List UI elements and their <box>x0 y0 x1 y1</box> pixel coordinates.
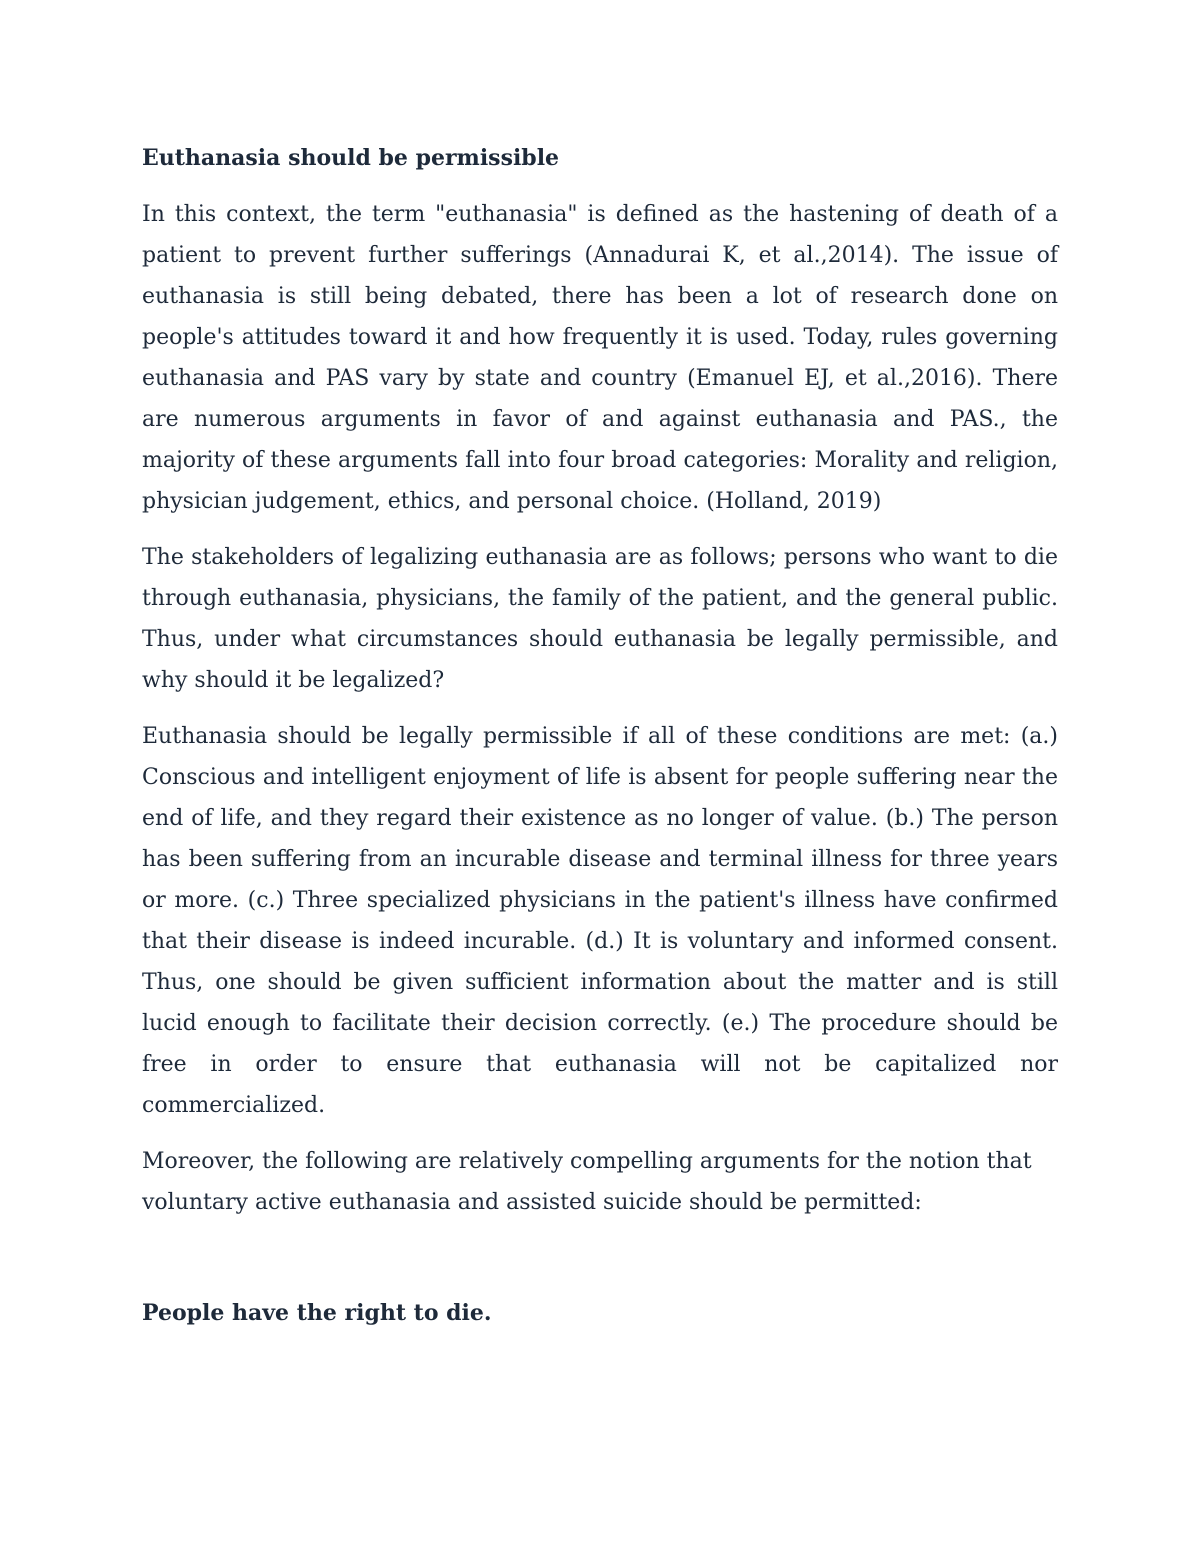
document-title: Euthanasia should be permissible <box>142 145 560 171</box>
paragraph-arguments-intro: Moreover, the following are relatively compelling arguments for the notion that voluntary active euthanasia and assisted suicide should be permitted: <box>142 1149 1032 1215</box>
section-heading-right-to-die: People have the right to die. <box>142 1300 492 1326</box>
document-body <box>142 138 1058 1334</box>
paragraph-definition: In this context, the term "euthanasia" is defined as the hastening of death of a patient to prevent further sufferings (Annadurai K, et al.,2014). The issue of euthanasia is still being debated, there has been a lot of research done on people's attitudes toward it and how frequently it is used. Today, rules governing euthanasia and PAS vary by state and country (Emanuel EJ, et al.,2016). There are numerous arguments in favor of and against euthanasia and PAS., the majority of these arguments fall into four broad categories: Morality and religion, physician judgement, ethics, and personal choice. (Holland, 2019) <box>142 202 1058 514</box>
paragraph-conditions: Euthanasia should be legally permissible if all of these conditions are met: (a.) Conscious and intelligent enjoyment of life is absent for people suffering near the end of life, and they regard their existence as no longer of value. (b.) The person has been suffering from an incurable disease and terminal illness for three years or more. (c.) Three specialized physicians in the patient's illness have confirmed that their disease is indeed incurable. (d.) It is voluntary and informed consent. Thus, one should be given sufficient information about the matter and is still lucid enough to facilitate their decision correctly. (e.) The procedure should be free in order to ensure that euthanasia will not be capitalized nor commercialized. <box>142 724 1058 1118</box>
paragraph-stakeholders: The stakeholders of legalizing euthanasia are as follows; persons who want to die through euthanasia, physicians, the family of the patient, and the general public. Thus, under what circumstances should euthanasia be legally permissible, and why should it be legalized? <box>142 545 1058 693</box>
